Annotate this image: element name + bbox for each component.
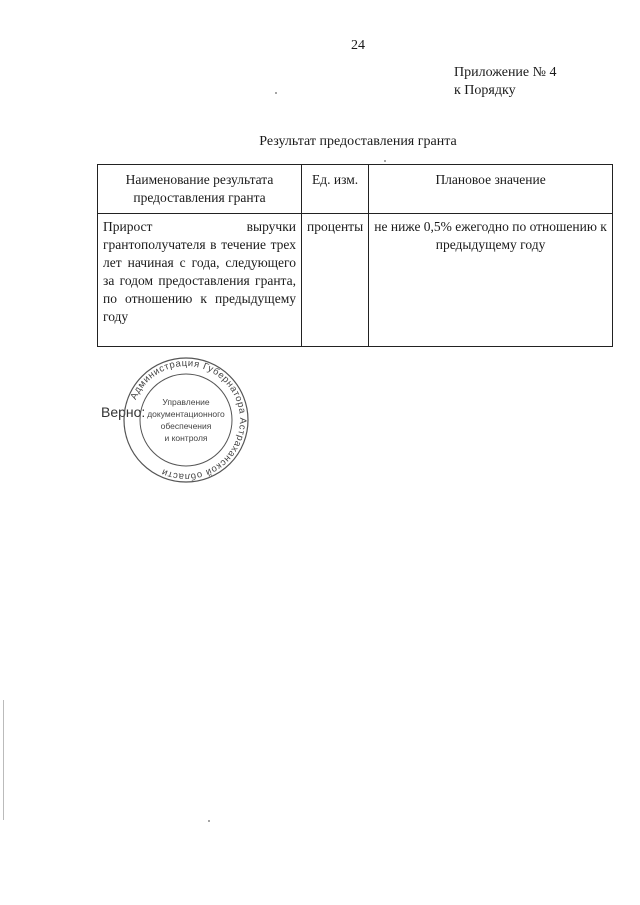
appendix-number: Приложение № 4 [454,65,557,80]
appendix-procedure: к Порядку [454,83,516,98]
stamp-center-line-4: и контроля [164,433,208,443]
scan-speck [208,820,210,822]
table-header-row [98,165,613,214]
stamp-center-line-1: Управление [162,397,210,407]
appendix-reference [454,64,557,100]
cell-result-name: Прирост выручки грантополучателя в течение трех лет начиная с года, следующего за годом предоставления гранта, по отношению к предыдущему году [98,214,302,347]
page-number: 24 [351,38,365,53]
stamp-center-line-2: документационного [147,409,225,419]
scan-margin-line [3,700,4,820]
stamp-center-line-3: обеспечения [160,421,212,431]
scan-speck [384,160,386,162]
header-unit: Ед. изм. [302,165,369,214]
table-row [98,214,613,347]
certified-label: Верно: [101,404,146,420]
stamp-inner-ring [140,374,232,466]
official-stamp [118,356,254,484]
cell-planned-value: не ниже 0,5% ежегодно по отношению к предыдущему году [369,214,613,347]
header-planned-value: Плановое значение [369,165,613,214]
grant-result-table [97,164,613,347]
stamp-ring-text: Администрация Губернатора Астраханской области [128,357,249,483]
scan-speck [275,92,277,94]
header-result-name: Наименование результата предоставления гранта [98,165,302,214]
cell-unit: проценты [302,214,369,347]
document-title: Результат предоставления гранта [259,134,457,149]
